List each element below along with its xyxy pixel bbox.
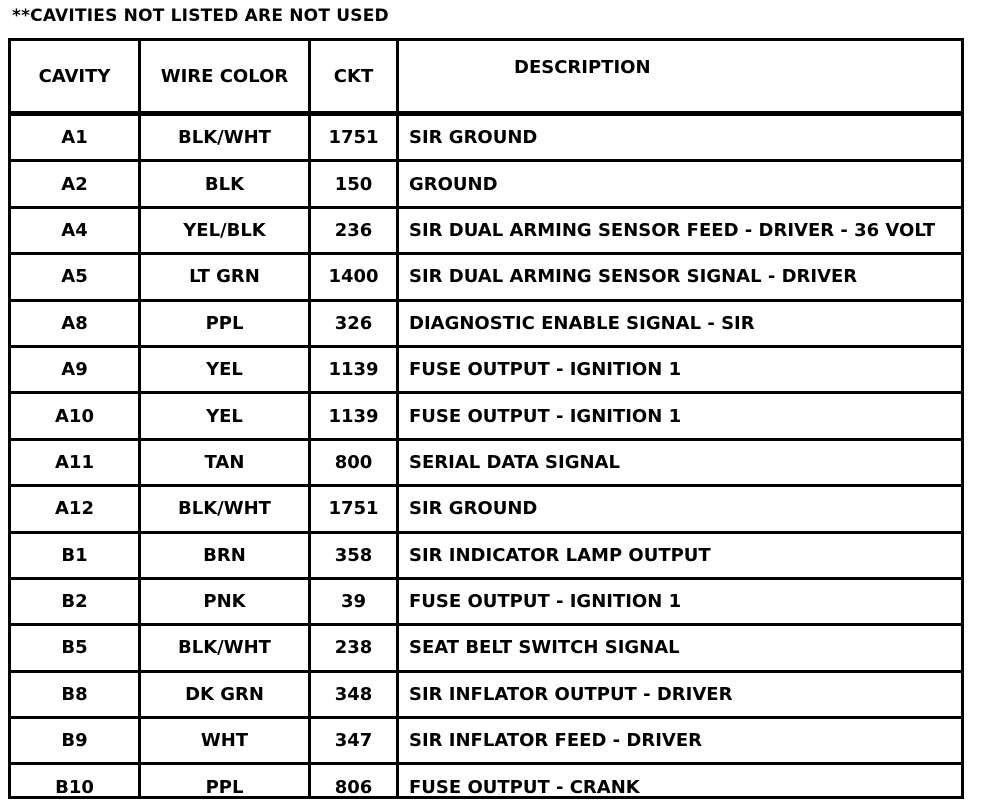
connector-pinout-table <box>11 41 961 799</box>
cell-wire-color: BLK/WHT <box>141 487 311 533</box>
cell-cavity: B9 <box>11 719 141 765</box>
cell-description: SIR DUAL ARMING SENSOR FEED - DRIVER - 36 VOLT <box>399 209 961 255</box>
cell-wire-color: YEL/BLK <box>141 209 311 255</box>
cell-ckt: 1139 <box>311 394 399 440</box>
cell-cavity: A4 <box>11 209 141 255</box>
cell-wire-color: LT GRN <box>141 255 311 301</box>
cell-ckt: 1139 <box>311 348 399 394</box>
cell-cavity: A1 <box>11 116 141 162</box>
cell-ckt: 806 <box>311 765 399 799</box>
cell-description: SIR GROUND <box>399 487 961 533</box>
cell-cavity: A11 <box>11 441 141 487</box>
cell-wire-color: BLK/WHT <box>141 116 311 162</box>
header-ckt: CKT <box>311 41 399 116</box>
cell-description: FUSE OUTPUT - IGNITION 1 <box>399 580 961 626</box>
cell-ckt: 800 <box>311 441 399 487</box>
cell-wire-color: PPL <box>141 765 311 799</box>
cell-description: SERIAL DATA SIGNAL <box>399 441 961 487</box>
table-row <box>11 487 961 533</box>
cell-cavity: B2 <box>11 580 141 626</box>
cell-wire-color: TAN <box>141 441 311 487</box>
cell-description: FUSE OUTPUT - IGNITION 1 <box>399 348 961 394</box>
cell-ckt: 238 <box>311 626 399 672</box>
table-row <box>11 348 961 394</box>
table-row <box>11 719 961 765</box>
cell-cavity: B10 <box>11 765 141 799</box>
cell-ckt: 150 <box>311 162 399 208</box>
table-row <box>11 626 961 672</box>
table-row <box>11 255 961 301</box>
cell-ckt: 348 <box>311 673 399 719</box>
cell-wire-color: BLK/WHT <box>141 626 311 672</box>
cell-cavity: A12 <box>11 487 141 533</box>
cell-description: FUSE OUTPUT - IGNITION 1 <box>399 394 961 440</box>
cell-ckt: 347 <box>311 719 399 765</box>
table-row <box>11 162 961 208</box>
cell-description: SIR INFLATOR FEED - DRIVER <box>399 719 961 765</box>
header-description: DESCRIPTION <box>399 41 961 116</box>
cell-cavity: B1 <box>11 534 141 580</box>
cell-wire-color: PNK <box>141 580 311 626</box>
cell-description: FUSE OUTPUT - CRANK <box>409 776 640 798</box>
cell-cavity: B8 <box>11 673 141 719</box>
cell-ckt: 236 <box>311 209 399 255</box>
cell-description: SIR INFLATOR OUTPUT - DRIVER <box>399 673 961 719</box>
cell-wire-color: BRN <box>141 534 311 580</box>
connector-pinout-table-frame <box>8 38 964 799</box>
table-row <box>11 765 961 799</box>
cell-cavity: A10 <box>11 394 141 440</box>
cell-ckt: 39 <box>311 580 399 626</box>
cell-cavity: A5 <box>11 255 141 301</box>
cell-cavity: A8 <box>11 302 141 348</box>
table-row <box>11 302 961 348</box>
table-header-row <box>11 41 961 116</box>
table-row <box>11 441 961 487</box>
table-row <box>11 673 961 719</box>
table-row <box>11 116 961 162</box>
cell-wire-color: YEL <box>141 394 311 440</box>
table-body <box>11 116 961 799</box>
cell-ckt: 1400 <box>311 255 399 301</box>
cell-ckt: 1751 <box>311 116 399 162</box>
cell-wire-color: PPL <box>141 302 311 348</box>
cell-cavity: A9 <box>11 348 141 394</box>
cell-description: SIR DUAL ARMING SENSOR SIGNAL - DRIVER <box>399 255 961 301</box>
table-row <box>11 534 961 580</box>
cell-cavity: B5 <box>11 626 141 672</box>
cell-description: DIAGNOSTIC ENABLE SIGNAL - SIR <box>399 302 961 348</box>
header-wire-color: WIRE COLOR <box>141 41 311 116</box>
unused-cavities-note: **CAVITIES NOT LISTED ARE NOT USED <box>12 6 389 26</box>
cell-ckt: 358 <box>311 534 399 580</box>
cell-wire-color: DK GRN <box>141 673 311 719</box>
cell-description: SIR GROUND <box>399 116 961 162</box>
cell-wire-color: BLK <box>141 162 311 208</box>
cell-cavity: A2 <box>11 162 141 208</box>
cell-description: SIR INDICATOR LAMP OUTPUT <box>399 534 961 580</box>
header-cavity: CAVITY <box>11 41 141 116</box>
cell-description: SEAT BELT SWITCH SIGNAL <box>399 626 961 672</box>
cell-ckt: 326 <box>311 302 399 348</box>
cell-description: GROUND <box>399 162 961 208</box>
cell-ckt: 1751 <box>311 487 399 533</box>
table-row <box>11 209 961 255</box>
cell-wire-color: WHT <box>141 719 311 765</box>
table-row <box>11 394 961 440</box>
cell-wire-color: YEL <box>141 348 311 394</box>
table-row <box>11 580 961 626</box>
